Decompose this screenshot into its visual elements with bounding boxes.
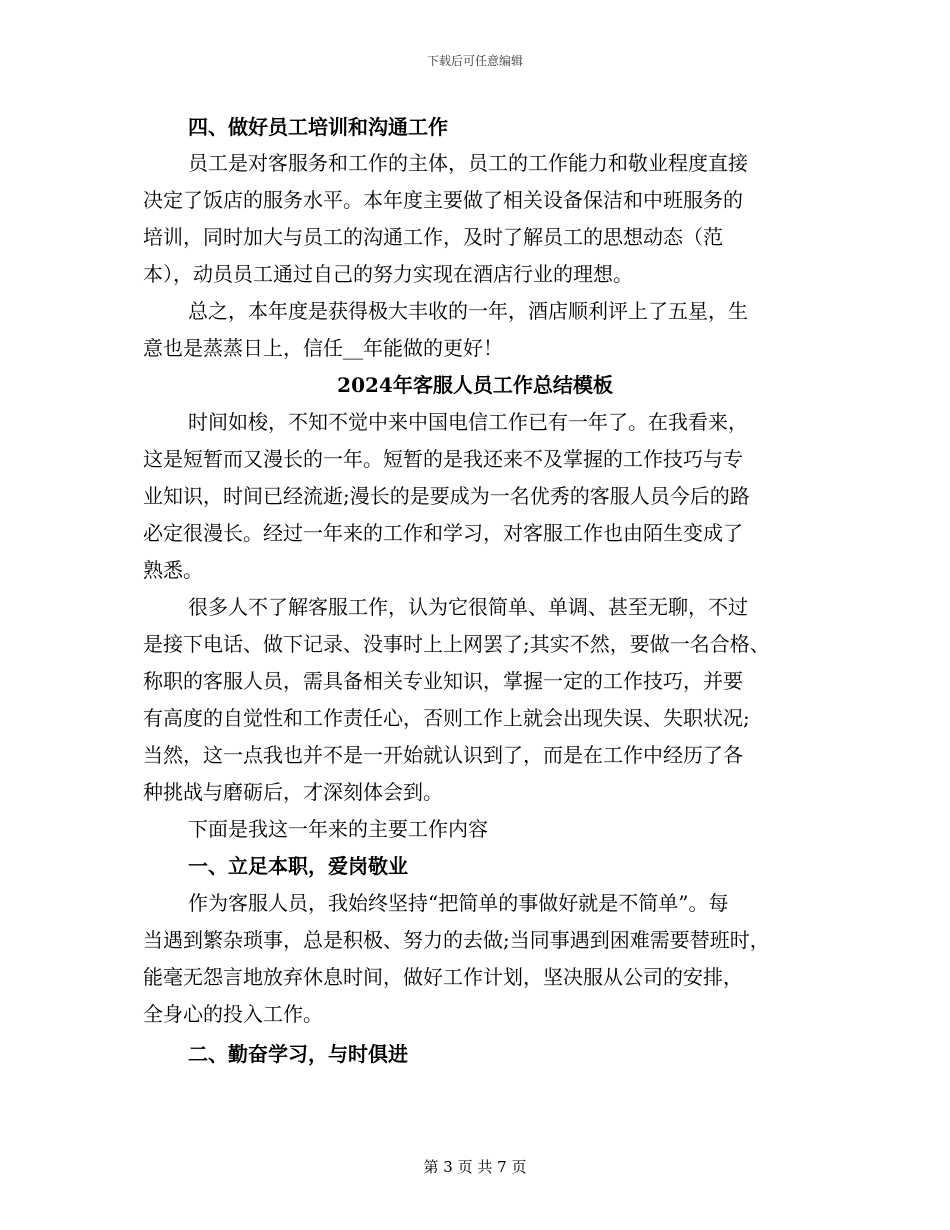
paragraph-line: 下面是我这一年来的主要工作内容 [188,817,488,841]
paragraph-line: 熟悉。 [143,558,203,582]
section-heading: 四、做好员工培训和沟通工作 [188,115,448,139]
paragraph-line: 能毫无怨言地放弃休息时间，做好工作计划，坚决服从公司的安排， [143,965,743,989]
paragraph-line: 种挑战与磨砺后，才深刻体会到。 [143,780,443,804]
paragraph-line: 时间如梭，不知不觉中来中国电信工作已有一年了。在我看来， [188,410,748,434]
paragraph-line: 本），动员员工通过自己的努力实现在酒店行业的理想。 [143,262,633,286]
paragraph-line: 决定了饭店的服务水平。本年度主要做了相关设备保洁和中班服务的 [143,188,743,212]
paragraph-line: 很多人不了解客服工作，认为它很简单、单调、甚至无聊，不过 [188,595,748,619]
paragraph-line: 业知识，时间已经流逝;漫长的是要成为一名优秀的客服人员今后的路 [143,484,750,508]
paragraph-line: 培训，同时加大与员工的沟通工作，及时了解员工的思想动态（范 [143,225,723,249]
paragraph-line: 当遇到繁杂琐事，总是积极、努力的去做;当同事遇到困难需要替班时， [143,928,770,952]
section-heading: 二、勤奋学习，与时俱进 [188,1042,408,1066]
page-footer: 第 3 页 共 7 页 [423,1158,527,1176]
paragraph-line: 员工是对客服务和工作的主体，员工的工作能力和敬业程度直接 [188,151,748,175]
document-title: 2024年客服人员工作总结模板 [337,373,613,397]
paragraph-line: 作为客服人员，我始终坚持“把简单的事做好就是不简单”。每 [188,891,729,915]
paragraph-line: 称职的客服人员，需具备相关专业知识，掌握一定的工作技巧，并要 [143,669,743,693]
paragraph-line: 有高度的自觉性和工作责任心，否则工作上就会出现失误、失职状况; [143,706,750,730]
section-heading: 一、立足本职，爱岗敬业 [188,854,408,878]
paragraph-line: 这是短暂而又漫长的一年。短暂的是我还来不及掌握的工作技巧与专 [143,447,743,471]
paragraph-line: 意也是蒸蒸日上，信任__年能做的更好！ [143,336,503,360]
paragraph-line: 总之，本年度是获得极大丰收的一年，酒店顺利评上了五星，生 [188,299,748,323]
paragraph-line: 是接下电话、做下记录、没事时上上网罢了;其实不然，要做一名合格、 [143,632,770,656]
paragraph-line: 当然，这一点我也并不是一开始就认识到了，而是在工作中经历了各 [143,743,743,767]
page-header: 下载后可任意编辑 [426,54,523,68]
paragraph-line: 必定很漫长。经过一年来的工作和学习，对客服工作也由陌生变成了 [143,521,743,545]
paragraph-line: 全身心的投入工作。 [143,1002,323,1026]
